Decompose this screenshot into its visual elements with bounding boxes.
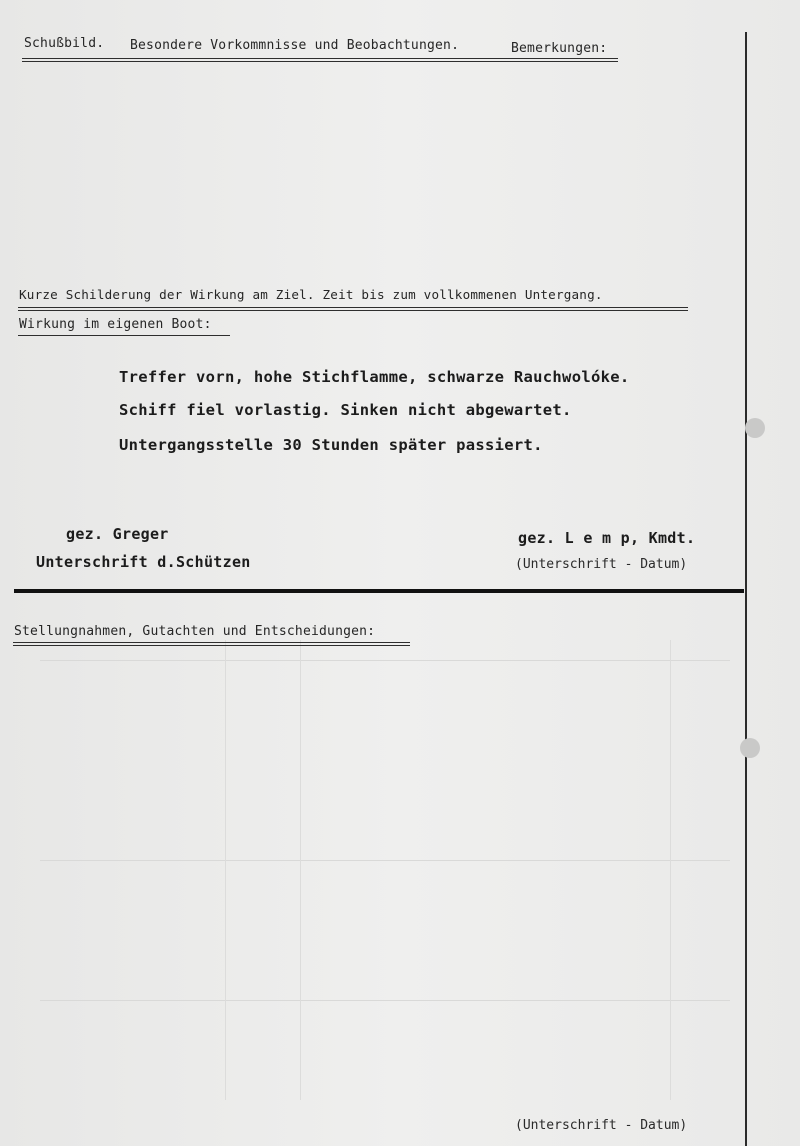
commander-signature: gez. L e m p, Kmdt. bbox=[518, 529, 696, 547]
effect-line: Schiff fiel vorlastig. Sinken nicht abgewartet. bbox=[119, 401, 572, 419]
heading-bemerkungen: Bemerkungen: bbox=[511, 41, 608, 56]
heading-underline bbox=[18, 310, 688, 311]
bleed-line bbox=[670, 640, 671, 1100]
right-margin-rule bbox=[745, 32, 747, 1146]
effect-line: Treffer vorn, hohe Stichflamme, schwarze Rauchwolóke. bbox=[119, 368, 630, 386]
bleed-line bbox=[40, 660, 730, 661]
header-underline bbox=[22, 61, 618, 62]
heading-underline bbox=[13, 642, 410, 643]
section-divider bbox=[14, 589, 744, 593]
bleed-line bbox=[40, 1000, 730, 1001]
gunner-signature: gez. Greger bbox=[66, 525, 169, 543]
heading-schussbild: Schußbild. bbox=[24, 36, 105, 51]
bleed-line bbox=[300, 640, 301, 1100]
bleed-line bbox=[225, 640, 226, 1100]
heading-stellungnahmen: Stellungnahmen, Gutachten und Entscheidungen: bbox=[14, 624, 376, 639]
heading-underline bbox=[18, 307, 688, 308]
heading-wirkung-am-ziel: Kurze Schilderung der Wirkung am Ziel. Zeit bis zum vollkommenen Untergang. bbox=[19, 287, 603, 302]
gunner-signature-label: Unterschrift d.Schützen bbox=[36, 553, 251, 571]
punch-hole bbox=[740, 738, 760, 758]
punch-hole bbox=[745, 418, 765, 438]
opinions-signature-label: (Unterschrift - Datum) bbox=[515, 1118, 688, 1133]
header-underline bbox=[22, 58, 618, 59]
heading-underline bbox=[18, 335, 230, 336]
effect-line: Untergangsstelle 30 Stunden später passiert. bbox=[119, 436, 543, 454]
heading-underline bbox=[13, 645, 410, 646]
bleed-line bbox=[40, 860, 730, 861]
heading-wirkung-eigenes-boot: Wirkung im eigenen Boot: bbox=[19, 317, 212, 332]
commander-signature-label: (Unterschrift - Datum) bbox=[515, 557, 688, 572]
heading-vorkommnisse: Besondere Vorkommnisse und Beobachtungen. bbox=[130, 38, 460, 53]
